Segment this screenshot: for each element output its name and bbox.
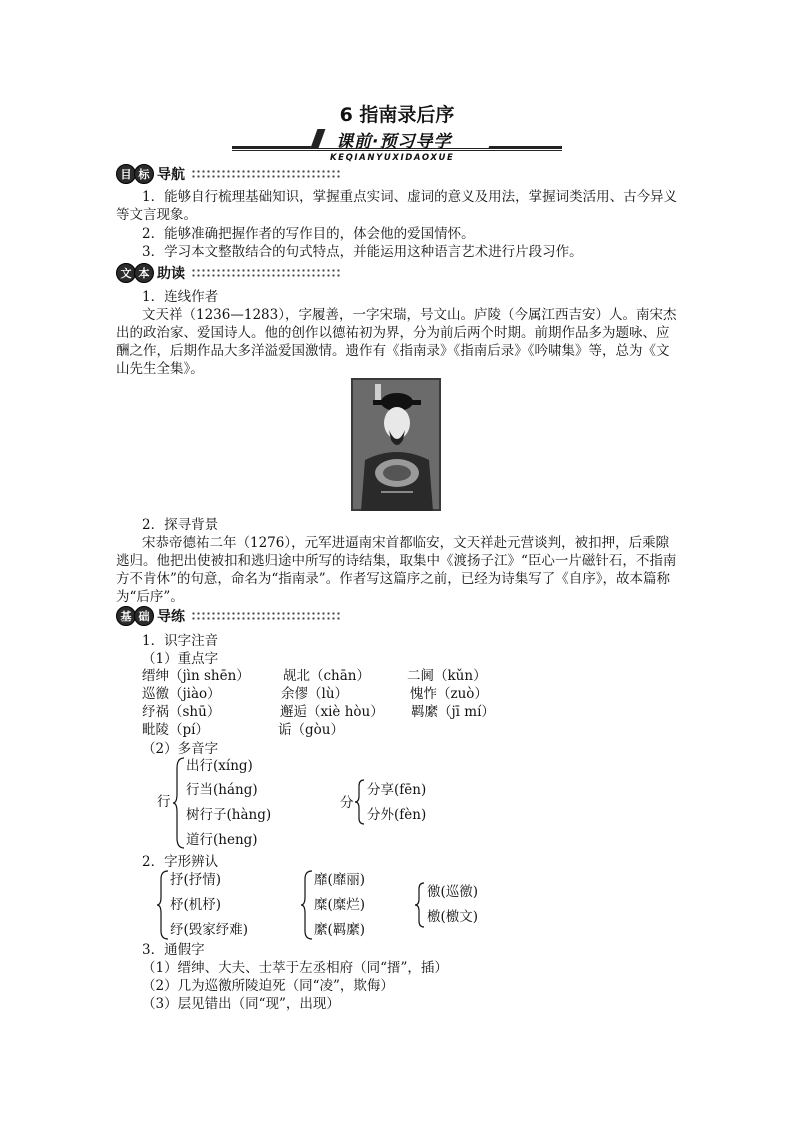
loan-item: （2）几为巡徼所陵迫死（同“凌”，欺侮） <box>142 978 394 994</box>
badge-char: 目 <box>116 164 136 184</box>
polyphonic-item: 分享(fēn) <box>367 782 427 798</box>
author-paragraph: 文天祥（1236—1283），字履善，一字宋瑞，号文山。庐陵（今属江西吉安）人。南宋杰出的政治家、爱国诗人。他的创作以德祐初为界，分为前后两个时期。前期作品多为题咏、应酬之作，后期作品大多洋溢爱国激情。遗作有《指南录》《指南后录》《吟啸集》等，总为《文山先生全集》。 <box>116 307 677 377</box>
char-item: 巡徼（jiào） <box>142 686 221 702</box>
polyphonic-head: 行 <box>157 794 171 810</box>
brace-shape <box>414 881 426 929</box>
brace-shape <box>300 869 314 941</box>
brace-shape <box>156 869 170 941</box>
brace-shape <box>172 756 186 850</box>
badge-char: 基 <box>116 606 136 626</box>
badge-char: 文 <box>116 263 136 283</box>
char-item: 羁縻（jī mí） <box>411 704 495 720</box>
glyph-item: 徼(巡徼) <box>427 884 479 900</box>
section-label: 助读 <box>157 266 185 282</box>
badge-char: 本 <box>134 263 154 283</box>
section-heading-goals <box>116 164 341 184</box>
subheading: 1．连线作者 <box>142 289 219 305</box>
char-item: 缙绅（jìn shēn） <box>142 668 250 684</box>
char-item: 纾祸（shū） <box>142 704 221 720</box>
polyphonic-item: 分外(fèn) <box>367 807 427 823</box>
goal-item: 2．能够准确把握作者的写作目的，体会他的爱国情怀。 <box>142 226 475 242</box>
badge-char: 础 <box>134 606 154 626</box>
page-title: 6 指南录后序 <box>339 104 455 126</box>
banner-subtitle: KEQIANYUXIDAOXUE <box>330 153 455 163</box>
banner-title: 课前·预习导学 <box>336 132 452 152</box>
polyphonic-head: 分 <box>340 795 354 811</box>
subheading: （1）重点字 <box>142 651 219 667</box>
dotted-rule <box>191 268 341 278</box>
subheading: （2）多音字 <box>142 741 219 757</box>
brace-shape <box>354 778 366 826</box>
section-heading-reading <box>116 263 341 283</box>
glyph-item: 杼(机杼) <box>170 897 222 913</box>
subheading: 3．通假字 <box>142 942 205 958</box>
section-banner <box>232 128 562 166</box>
goal-item: 1．能够自行梳理基础知识，掌握重点实词、虚词的意义及用法，掌握词类活用、古今异义等文言现象。 <box>116 189 678 223</box>
dotted-rule <box>191 611 341 621</box>
background-paragraph: 宋恭帝德祐二年（1276），元军进逼南宋首都临安，文天祥赴元营谈判，被扣押，后乘隙逃归。他把出使被扣和逃归途中所写的诗结集，取集中《渡扬子江》“臣心一片磁针石，不指南方不肯休”的句意，命名为“指南录”。作者写这篇序之前，已经为诗集写了《自序》，故本篇称为“后序”。 <box>116 535 677 605</box>
subheading: 2．探寻背景 <box>142 517 219 533</box>
glyph-item: 抒(抒情) <box>170 872 222 888</box>
polyphonic-item: 行当(háng) <box>186 782 258 798</box>
badge-char: 标 <box>134 164 154 184</box>
glyph-item: 縻(羁縻) <box>314 922 366 938</box>
goal-item: 3．学习本文整散结合的句式特点，并能运用这种语言艺术进行片段习作。 <box>142 244 583 260</box>
char-item: 诟（gòu） <box>278 722 344 738</box>
glyph-item: 纾(毁家纾难) <box>170 922 249 938</box>
section-label: 导航 <box>157 167 185 183</box>
char-item: 邂逅（xiè hòu） <box>280 704 384 720</box>
section-heading-practice <box>116 606 341 626</box>
loan-item: （1）缙绅、大夫、士萃于左丞相府（同“搢”，插） <box>142 960 448 976</box>
polyphonic-item: 道行(heng) <box>186 832 258 848</box>
char-item: 二阃（kǔn） <box>407 668 487 684</box>
loan-item: （3）层见错出（同“现”，出现） <box>142 996 340 1012</box>
char-item: 毗陵（pí） <box>142 722 209 738</box>
subheading: 1．识字注音 <box>142 633 219 649</box>
polyphonic-item: 树行子(hàng) <box>186 807 272 823</box>
glyph-item: 檄(檄文) <box>427 909 479 925</box>
wen-tianxiang-portrait <box>351 378 441 511</box>
polyphonic-item: 出行(xíng) <box>186 758 253 774</box>
dotted-rule <box>191 169 341 179</box>
char-item: 觇北（chān） <box>283 668 370 684</box>
glyph-item: 糜(糜烂) <box>314 897 366 913</box>
glyph-item: 靡(靡丽) <box>314 872 366 888</box>
char-item: 余僇（lù） <box>281 686 349 702</box>
section-label: 导练 <box>157 609 185 625</box>
char-item: 愧怍（zuò） <box>410 686 488 702</box>
subheading: 2．字形辨认 <box>142 854 219 870</box>
